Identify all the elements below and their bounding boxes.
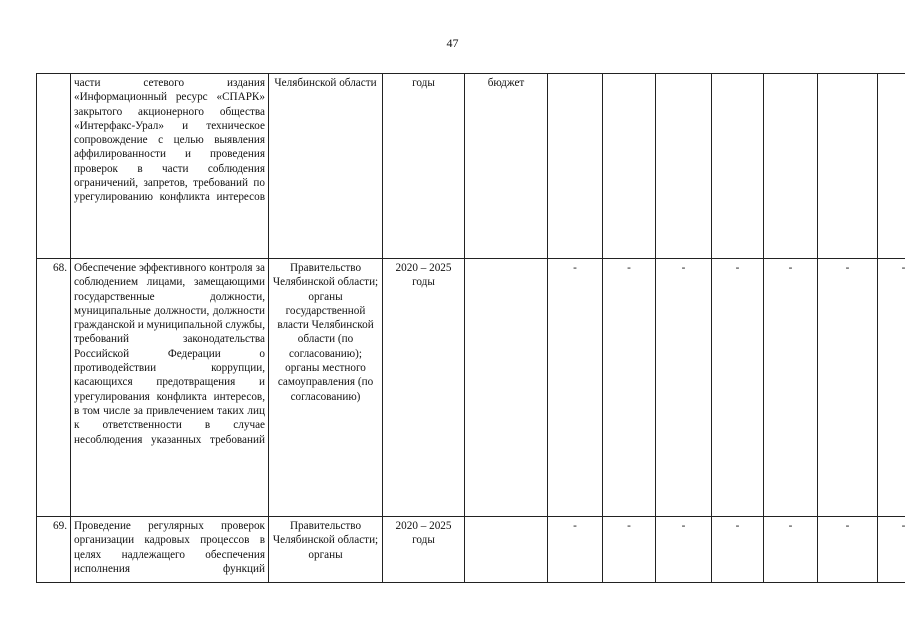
measures-table: [36, 73, 905, 583]
value-cell: [656, 74, 712, 259]
executor: Правительство Челябинской области; органы: [269, 517, 383, 583]
table-row: [37, 259, 905, 517]
value-cell: [603, 74, 656, 259]
value-cell: -: [878, 259, 905, 517]
value-cell: [712, 74, 764, 259]
funding-source: [465, 259, 548, 517]
value-cell: -: [712, 517, 764, 583]
value-cell: -: [656, 517, 712, 583]
measure-description: Проведение регулярных проверок организации кадровых процессов в целях надлежащего обеспечения исполнения функций: [71, 517, 269, 583]
page-number: 47: [446, 36, 459, 50]
value-cell: [764, 74, 818, 259]
measure-description: части сетевого издания «Информационный ресурс «СПАРК» закрытого акционерного общества «Интерфакс-Урал» и техническое сопровождение с целью выявления аффилированности и проведения проверок в части соблюдения ограничений, запретов, требований по урегулированию конфликта интересов: [71, 74, 269, 259]
funding-source: бюджет: [465, 74, 548, 259]
value-cell: -: [818, 259, 878, 517]
value-cell: -: [656, 259, 712, 517]
value-cell: -: [878, 517, 905, 583]
value-cell: -: [712, 259, 764, 517]
value-cell: -: [764, 517, 818, 583]
executor: Челябинской области: [269, 74, 383, 259]
value-cell: -: [818, 517, 878, 583]
table-row: [37, 74, 905, 259]
value-cell: [818, 74, 878, 259]
row-number: 68.: [37, 259, 71, 517]
value-cell: -: [764, 259, 818, 517]
value-cell: -: [603, 517, 656, 583]
measure-description: Обеспечение эффективного контроля за соблюдением лицами, замещающими государственные должности, муниципальные должности, должности гражданской и муниципальной службы, требований законодательства Российской Федерации о противодействии коррупции, касающихся предотвращения и урегулирования конфликта интересов, в том числе за привлечением таких лиц к ответственности в случае несоблюдения указанных требований: [71, 259, 269, 517]
period: 2020 – 2025 годы: [383, 517, 465, 583]
value-cell: -: [548, 517, 603, 583]
row-number: 69.: [37, 517, 71, 583]
table-row: [37, 517, 905, 583]
period: годы: [383, 74, 465, 259]
executor: Правительство Челябинской области; органы государственной власти Челябинской области (по согласованию); органы местного самоуправления (по согласованию): [269, 259, 383, 517]
value-cell: -: [548, 259, 603, 517]
value-cell: [548, 74, 603, 259]
row-number: [37, 74, 71, 259]
value-cell: [878, 74, 905, 259]
value-cell: -: [603, 259, 656, 517]
funding-source: [465, 517, 548, 583]
period: 2020 – 2025 годы: [383, 259, 465, 517]
